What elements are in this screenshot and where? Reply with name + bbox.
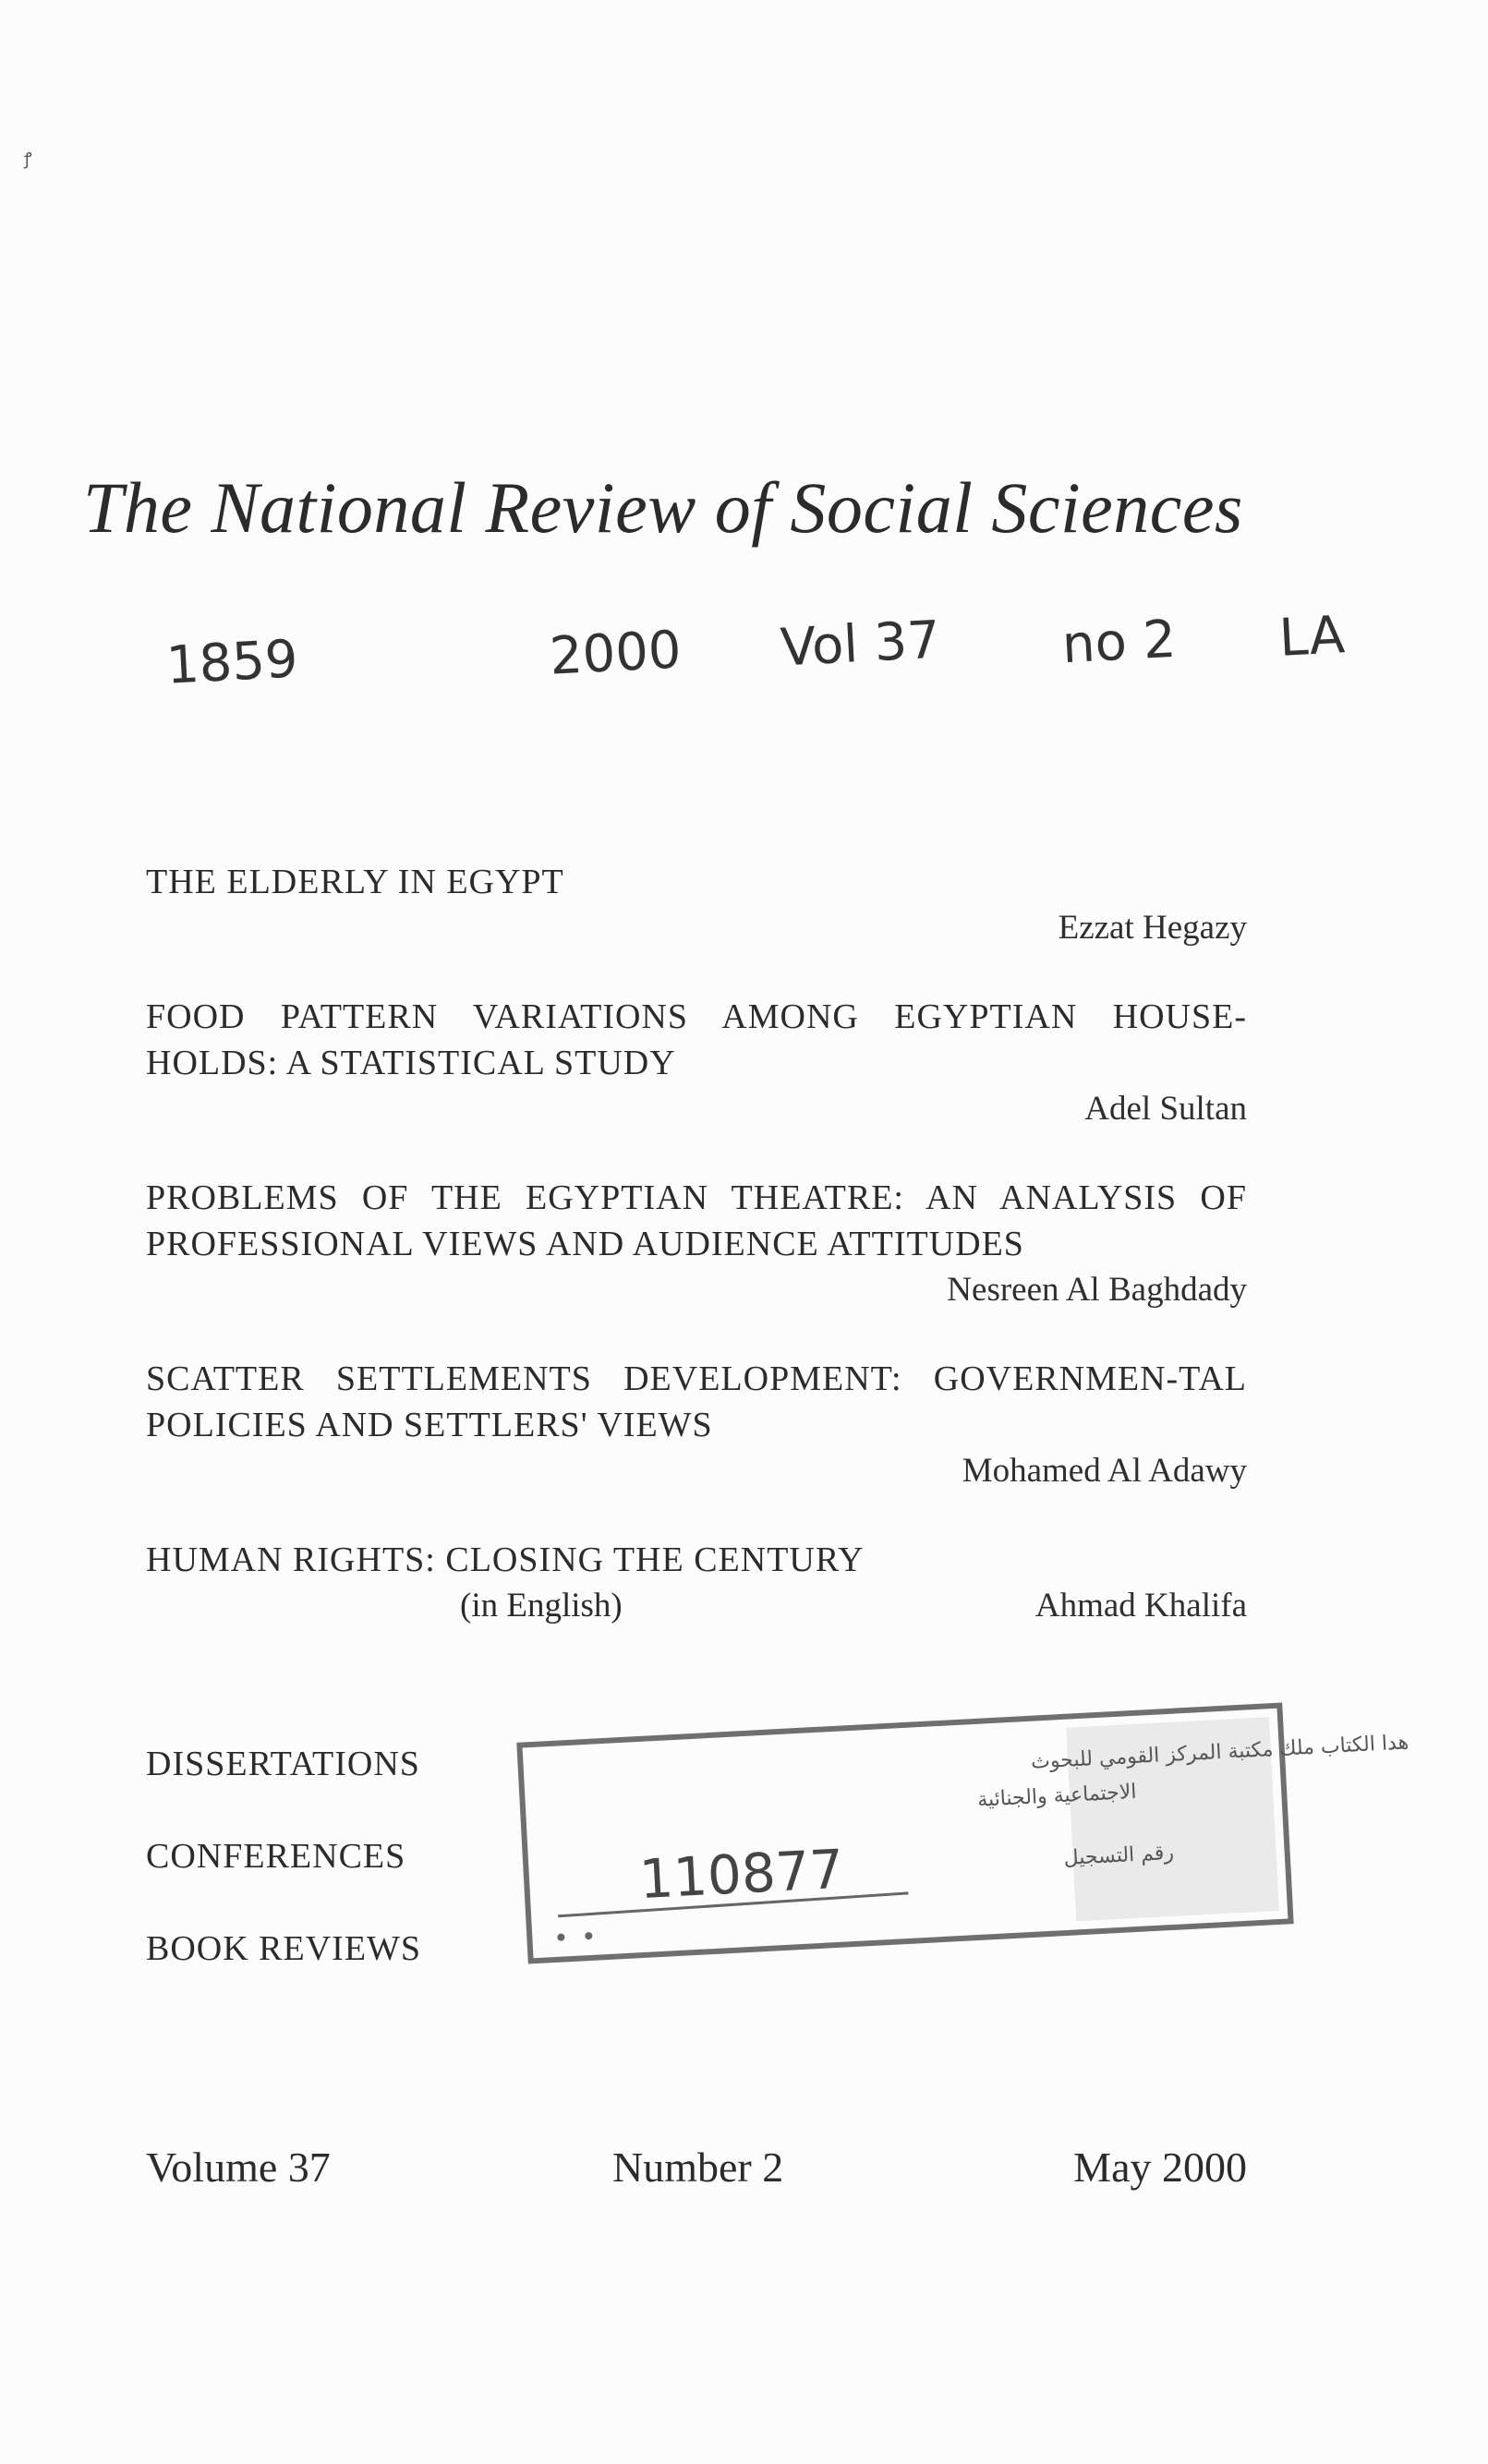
- stamp-registration-number: 110877: [637, 1837, 846, 1912]
- issue-footer: [146, 2143, 1247, 2198]
- stamp-dot: [557, 1933, 564, 1940]
- volume-label: Volume 37: [146, 2144, 331, 2191]
- article-title: SCATTER SETTLEMENTS DEVELOPMENT: GOVERNMEN-TAL POLICIES AND SETTLERS' VIEWS: [146, 1359, 1247, 1444]
- section-dissertations: DISSERTATIONS: [146, 1745, 420, 1783]
- article-author: Adel Sultan: [1084, 1090, 1247, 1128]
- article-entry: [146, 859, 1247, 951]
- article-author: Ahmad Khalifa: [1034, 1587, 1247, 1625]
- handwritten-accession-note: 1859: [164, 629, 300, 696]
- handwritten-notes: [0, 605, 1488, 707]
- article-entry: [146, 1537, 1247, 1629]
- handwritten-number-note: no 2: [1060, 609, 1178, 676]
- article-title: HUMAN RIGHTS: CLOSING THE CENTURY: [146, 1540, 865, 1579]
- article-entry: [146, 1175, 1247, 1313]
- stamp-line-2: الاجتماعية والجنائية: [976, 1780, 1138, 1812]
- article-entry: [146, 994, 1247, 1132]
- date-label: May 2000: [1073, 2144, 1247, 2191]
- handwritten-volume-note: Vol 37: [779, 610, 942, 679]
- stamp-registration-label: رقم التسجيل: [1063, 1841, 1175, 1871]
- handwritten-year-note: 2000: [548, 620, 684, 687]
- article-title: FOOD PATTERN VARIATIONS AMONG EGYPTIAN HOUSE-HOLDS: A STATISTICAL STUDY: [146, 997, 1247, 1082]
- article-author: Mohamed Al Adawy: [962, 1452, 1247, 1490]
- handwritten-code-note: LA: [1277, 605, 1347, 669]
- table-of-contents: [146, 859, 1247, 1672]
- scan-speck: ꝭ: [24, 150, 32, 168]
- stamp-dot: [585, 1932, 592, 1939]
- article-title: THE ELDERLY IN EGYPT: [146, 863, 564, 901]
- article-language-note: (in English): [460, 1587, 623, 1625]
- library-stamp: [512, 1697, 1409, 1969]
- sections-list: [146, 1741, 534, 2018]
- article-title: PROBLEMS OF THE EGYPTIAN THEATRE: AN ANALYSIS OF PROFESSIONAL VIEWS AND AUDIENCE ATTITUDES: [146, 1178, 1247, 1263]
- article-entry: [146, 1356, 1247, 1494]
- number-label: Number 2: [612, 2144, 784, 2191]
- stamp-line-1: هدا الكتاب ملك مكتبة المركز القومي للبحوث: [1030, 1731, 1409, 1774]
- section-book-reviews: BOOK REVIEWS: [146, 1929, 422, 1968]
- journal-title: The National Review of Social Sciences: [83, 467, 1243, 548]
- article-author: Nesreen Al Baghdady: [947, 1271, 1247, 1309]
- article-author: Ezzat Hegazy: [1058, 909, 1247, 947]
- section-conferences: CONFERENCES: [146, 1837, 406, 1876]
